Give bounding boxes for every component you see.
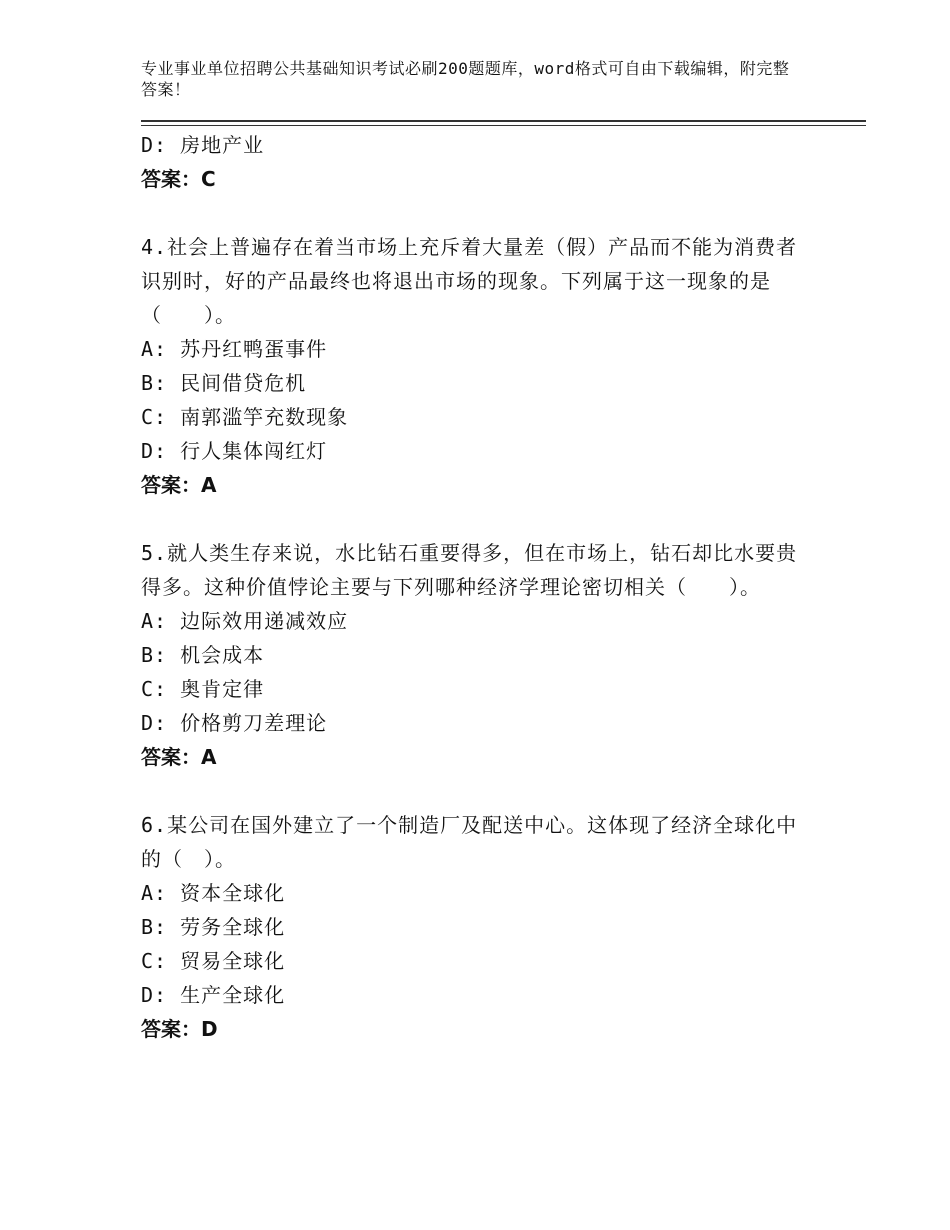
option-d: D: 生产全球化 xyxy=(141,983,286,1007)
question-stem: 5.就人类生存来说，水比钻石重要得多，但在市场上，钻石却比水要贵得多。这种价值悖论主要与下列哪种经济学理论密切相关（ ）。 xyxy=(141,541,798,599)
document-body xyxy=(141,128,811,1046)
answer: 答案：D xyxy=(141,1017,218,1041)
question-6 xyxy=(141,808,811,1046)
option-c: C: 奥肯定律 xyxy=(141,677,265,701)
option-b: B: 民间借贷危机 xyxy=(141,371,307,395)
document-header: 专业事业单位招聘公共基础知识考试必刷200题题库，word格式可自由下载编辑，附完整答案！ xyxy=(141,59,790,99)
question-4 xyxy=(141,230,811,502)
option-b: B: 机会成本 xyxy=(141,643,265,667)
option-a: A: 边际效用递减效应 xyxy=(141,609,349,633)
header-divider-thin xyxy=(141,125,866,126)
option-b: B: 劳务全球化 xyxy=(141,915,286,939)
option-a: A: 资本全球化 xyxy=(141,881,286,905)
option-d: D: 价格剪刀差理论 xyxy=(141,711,328,735)
question-5 xyxy=(141,536,811,774)
option-d: D: 行人集体闯红灯 xyxy=(141,439,328,463)
question-stem: 4.社会上普遍存在着当市场上充斥着大量差（假）产品而不能为消费者识别时，好的产品最终也将退出市场的现象。下列属于这一现象的是（ ）。 xyxy=(141,235,798,327)
answer: 答案：A xyxy=(141,473,217,497)
option-a: A: 苏丹红鸭蛋事件 xyxy=(141,337,328,361)
option-c: C: 南郭滥竽充数现象 xyxy=(141,405,349,429)
answer: 答案：A xyxy=(141,745,217,769)
header-divider xyxy=(141,120,866,122)
answer: 答案：C xyxy=(141,167,216,191)
question-stem: 6.某公司在国外建立了一个制造厂及配送中心。这体现了经济全球化中的（ ）。 xyxy=(141,813,798,871)
option-c: C: 贸易全球化 xyxy=(141,949,286,973)
option-d: D: 房地产业 xyxy=(141,133,265,157)
